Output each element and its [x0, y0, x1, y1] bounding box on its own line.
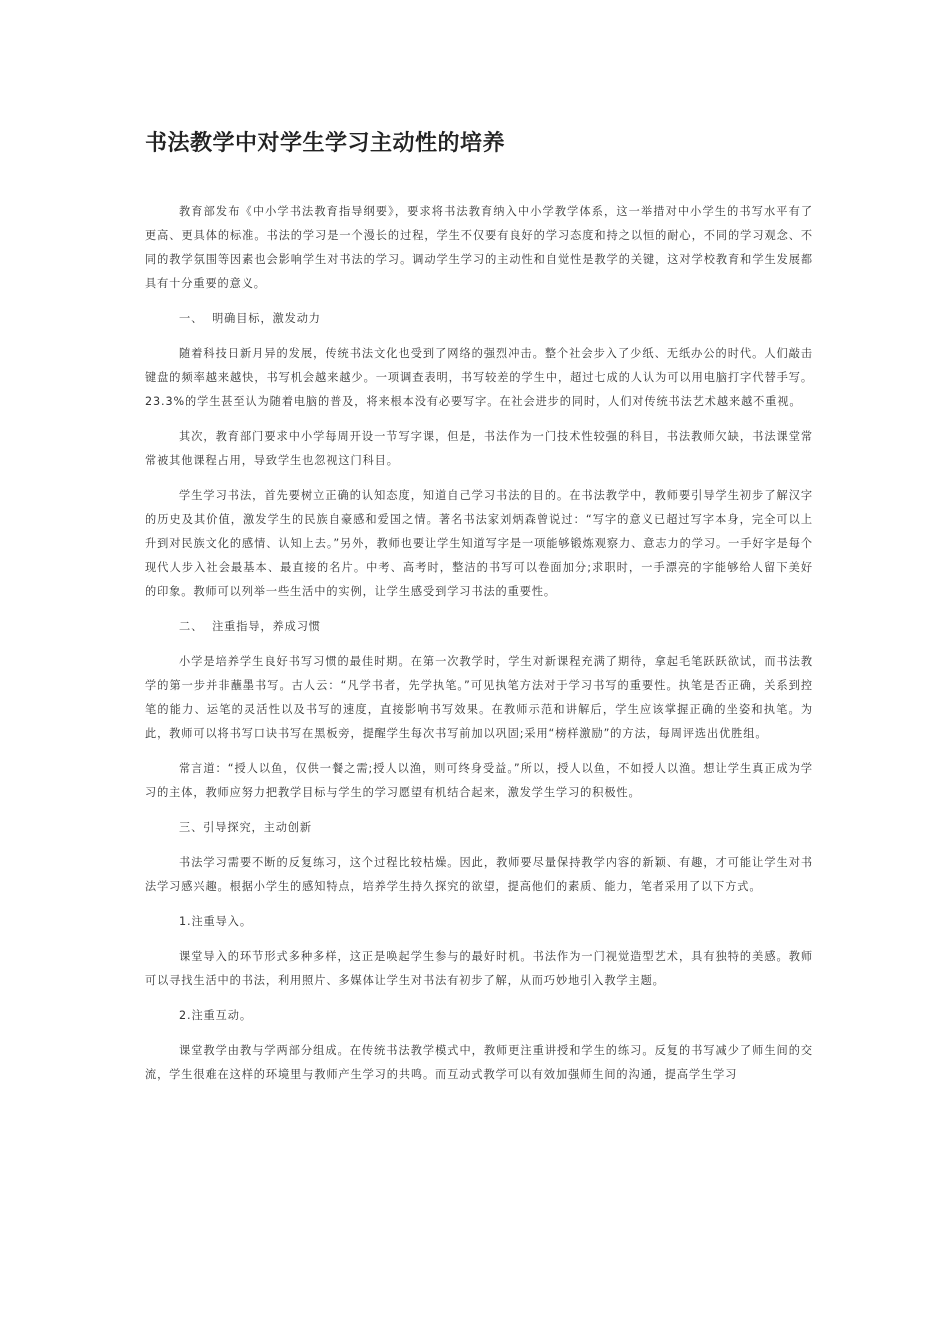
body-paragraph: 教育部发布《中小学书法教育指导纲要》，要求将书法教育纳入中小学教学体系，这一举措对中小学生的书写水平有了更高、更具体的标准。书法的学习是一个漫长的过程，学生不仅要有良好的学习态度和持之以恒的耐心，不同的学习观念、不同的教学氛围等因素也会影响学生对书法的学习。调动学生学习的主动性和自觉性是教学的关键，这对学校教育和学生发展都具有十分重要的意义。	[145, 205, 813, 290]
document-body	[145, 200, 813, 1087]
body-paragraph: 书法学习需要不断的反复练习，这个过程比较枯燥。因此，教师要尽量保持教学内容的新颖、有趣，才可能让学生对书法学习感兴趣。根据小学生的感知特点，培养学生持久探究的欲望，提高他们的素质、能力，笔者采用了以下方式。	[145, 856, 813, 893]
section-heading: 二、 注重指导，养成习惯	[179, 620, 321, 633]
section-heading: 三、引导探究，主动创新	[179, 821, 312, 834]
document-page	[145, 128, 813, 1098]
document-title: 书法教学中对学生学习主动性的培养	[145, 131, 506, 156]
section-heading: 1.注重导入。	[179, 915, 252, 928]
body-paragraph: 常言道：“授人以鱼，仅供一餐之需;授人以渔，则可终身受益。”所以，授人以鱼，不如授人以渔。想让学生真正成为学习的主体，教师应努力把教学目标与学生的学习愿望有机结合起来，激发学生学习的积极性。	[145, 762, 813, 799]
body-paragraph: 小学是培养学生良好书写习惯的最佳时期。在第一次教学时，学生对新课程充满了期待，拿起毛笔跃跃欲试，而书法教学的第一步并非蘸墨书写。古人云：“凡学书者，先学执笔。”可见执笔方法对于学习书写的重要性。执笔是否正确，关系到控笔的能力、运笔的灵活性以及书写的速度，直接影响书写效果。在教师示范和讲解后，学生应该掌握正确的坐姿和执笔。为此，教师可以将书写口诀书写在黑板旁，提醒学生每次书写前加以巩固;采用“榜样激励”的方法，每周评选出优胜组。	[145, 655, 813, 740]
section-heading: 2.注重互动。	[179, 1009, 252, 1022]
section-heading: 一、 明确目标，激发动力	[179, 312, 321, 325]
body-paragraph: 课堂教学由教与学两部分组成。在传统书法教学模式中，教师更注重讲授和学生的练习。反复的书写减少了师生间的交流，学生很难在这样的环境里与教师产生学习的共鸣。而互动式教学可以有效加强师生间的沟通，提高学生学习	[145, 1044, 813, 1081]
body-paragraph: 其次，教育部门要求中小学每周开设一节写字课，但是，书法作为一门技术性较强的科目，书法教师欠缺，书法课堂常常被其他课程占用，导致学生也忽视这门科目。	[145, 430, 813, 467]
body-paragraph: 随着科技日新月异的发展，传统书法文化也受到了网络的强烈冲击。整个社会步入了少纸、无纸办公的时代。人们敲击键盘的频率越来越快，书写机会越来越少。一项调查表明，书写较差的学生中，超过七成的人认为可以用电脑打字代替手写。23.3%的学生甚至认为随着电脑的普及，将来根本没有必要写字。在社会进步的同时，人们对传统书法艺术越来越不重视。	[145, 347, 813, 408]
body-paragraph: 课堂导入的环节形式多种多样，这正是唤起学生参与的最好时机。书法作为一门视觉造型艺术，具有独特的美感。教师可以寻找生活中的书法，利用照片、多媒体让学生对书法有初步了解，从而巧妙地引入教学主题。	[145, 950, 813, 987]
body-paragraph: 学生学习书法，首先要树立正确的认知态度，知道自己学习书法的目的。在书法教学中，教师要引导学生初步了解汉字的历史及其价值，激发学生的民族自豪感和爱国之情。著名书法家刘炳森曾说过：“写字的意义已超过写字本身，完全可以上升到对民族文化的感情、认知上去。”另外，教师也要让学生知道写字是一项能够锻炼观察力、意志力的学习。一手好字是每个现代人步入社会最基本、最直接的名片。中考、高考时，整洁的书写可以卷面加分;求职时，一手漂亮的字能够给人留下美好的印象。教师可以列举一些生活中的实例，让学生感受到学习书法的重要性。	[145, 489, 813, 598]
